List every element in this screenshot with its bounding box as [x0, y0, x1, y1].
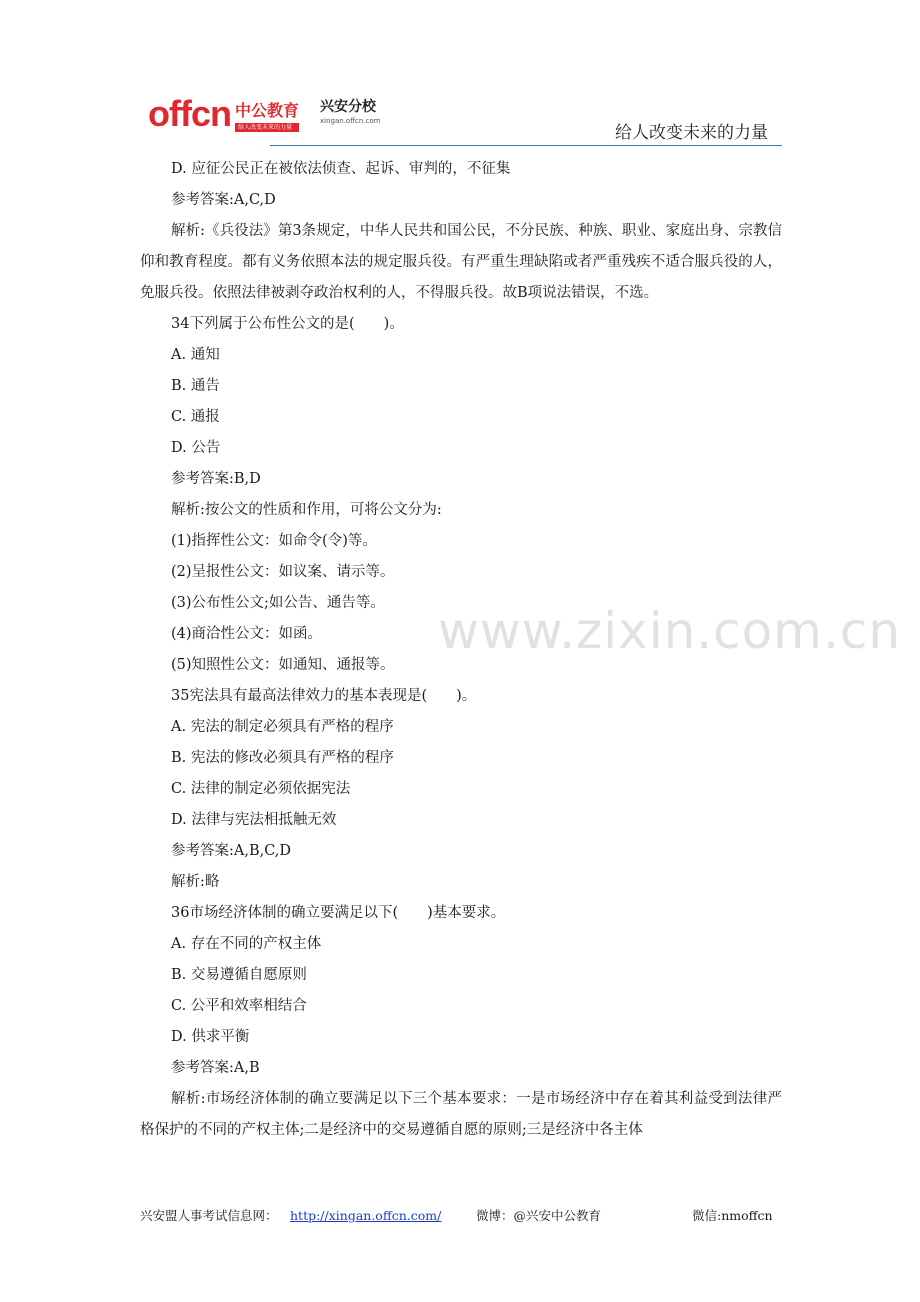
text-paragraph: 解析:市场经济体制的确立要满足以下三个基本要求：一是市场经济中存在着其利益受到法律严格保护的不同的产权主体;二是经济中的交易遵循自愿的原则;三是经济中各主体 — [140, 1091, 782, 1138]
branch-name: 兴安分校 — [320, 99, 376, 115]
text-line: (2)呈报性公文：如议案、请示等。 — [171, 564, 395, 580]
footer-site-label: 兴安盟人事考试信息网： — [140, 1208, 278, 1223]
text-line: A. 通知 — [171, 347, 220, 363]
text-line: A. 存在不同的产权主体 — [171, 936, 322, 952]
footer-weibo: 微博：@兴安中公教育 — [476, 1208, 602, 1223]
offcn-logo — [148, 92, 299, 132]
logo-tagline: 给人改变未来的力量 — [235, 123, 299, 132]
text-line: D. 法律与宪法相抵触无效 — [171, 812, 337, 828]
text-line: 参考答案:A,B — [171, 1060, 260, 1076]
text-line: A. 宪法的制定必须具有严格的程序 — [171, 719, 394, 735]
text-line: 解析:按公文的性质和作用，可将公文分为: — [171, 502, 442, 518]
text-line: 35宪法具有最高法律效力的基本表现是( )。 — [171, 688, 477, 704]
page-header — [140, 88, 782, 148]
text-line: B. 通告 — [171, 378, 220, 394]
text-line: 解析:略 — [171, 874, 220, 890]
header-divider — [270, 145, 782, 146]
text-line: B. 交易遵循自愿原则 — [171, 967, 307, 983]
text-line: (5)知照性公文：如通知、通报等。 — [171, 657, 395, 673]
logo-wordmark: offcn — [148, 93, 231, 134]
text-line: (3)公布性公文;如公告、通告等。 — [171, 595, 385, 611]
text-line: C. 通报 — [171, 409, 220, 425]
watermark: www.zixin.com.cn — [438, 602, 902, 660]
text-line: 参考答案:A,C,D — [171, 192, 276, 208]
text-line: C. 公平和效率相结合 — [171, 998, 307, 1014]
text-line: D. 公告 — [171, 440, 221, 456]
text-line: D. 供求平衡 — [171, 1029, 250, 1045]
text-line: 参考答案:A,B,C,D — [171, 843, 292, 859]
logo-cn-name: 中公教育 — [234, 103, 299, 120]
branch-info — [320, 98, 380, 126]
text-line: 36市场经济体制的确立要满足以下( )基本要求。 — [171, 905, 506, 921]
footer-wechat: 微信:nmoffcn — [692, 1208, 773, 1223]
text-line: 34下列属于公布性公文的是( )。 — [171, 316, 404, 332]
header-slogan: 给人改变未来的力量 — [615, 123, 768, 143]
footer-site-link[interactable]: http://xingan.offcn.com/ — [290, 1208, 442, 1223]
text-line: B. 宪法的修改必须具有严格的程序 — [171, 750, 394, 766]
text-line: D. 应征公民正在被依法侦查、起诉、审判的，不征集 — [171, 161, 511, 177]
branch-url: xingan.offcn.com — [320, 117, 381, 125]
text-line: C. 法律的制定必须依据宪法 — [171, 781, 351, 797]
logo-chinese — [235, 103, 299, 132]
text-line: 参考答案:B,D — [171, 471, 261, 487]
text-line: (1)指挥性公文：如命令(令)等。 — [171, 533, 377, 549]
text-line: (4)商洽性公文：如函。 — [171, 626, 323, 642]
text-paragraph: 解析:《兵役法》第3条规定，中华人民共和国公民，不分民族、种族、职业、家庭出身、宗教信仰和教育程度。都有义务依照本法的规定服兵役。有严重生理缺陷或者严重残疾不适合服兵役的人，免服兵役。依照法律被剥夺政治权利的人，不得服兵役。故B项说法错误，不选。 — [140, 223, 782, 301]
